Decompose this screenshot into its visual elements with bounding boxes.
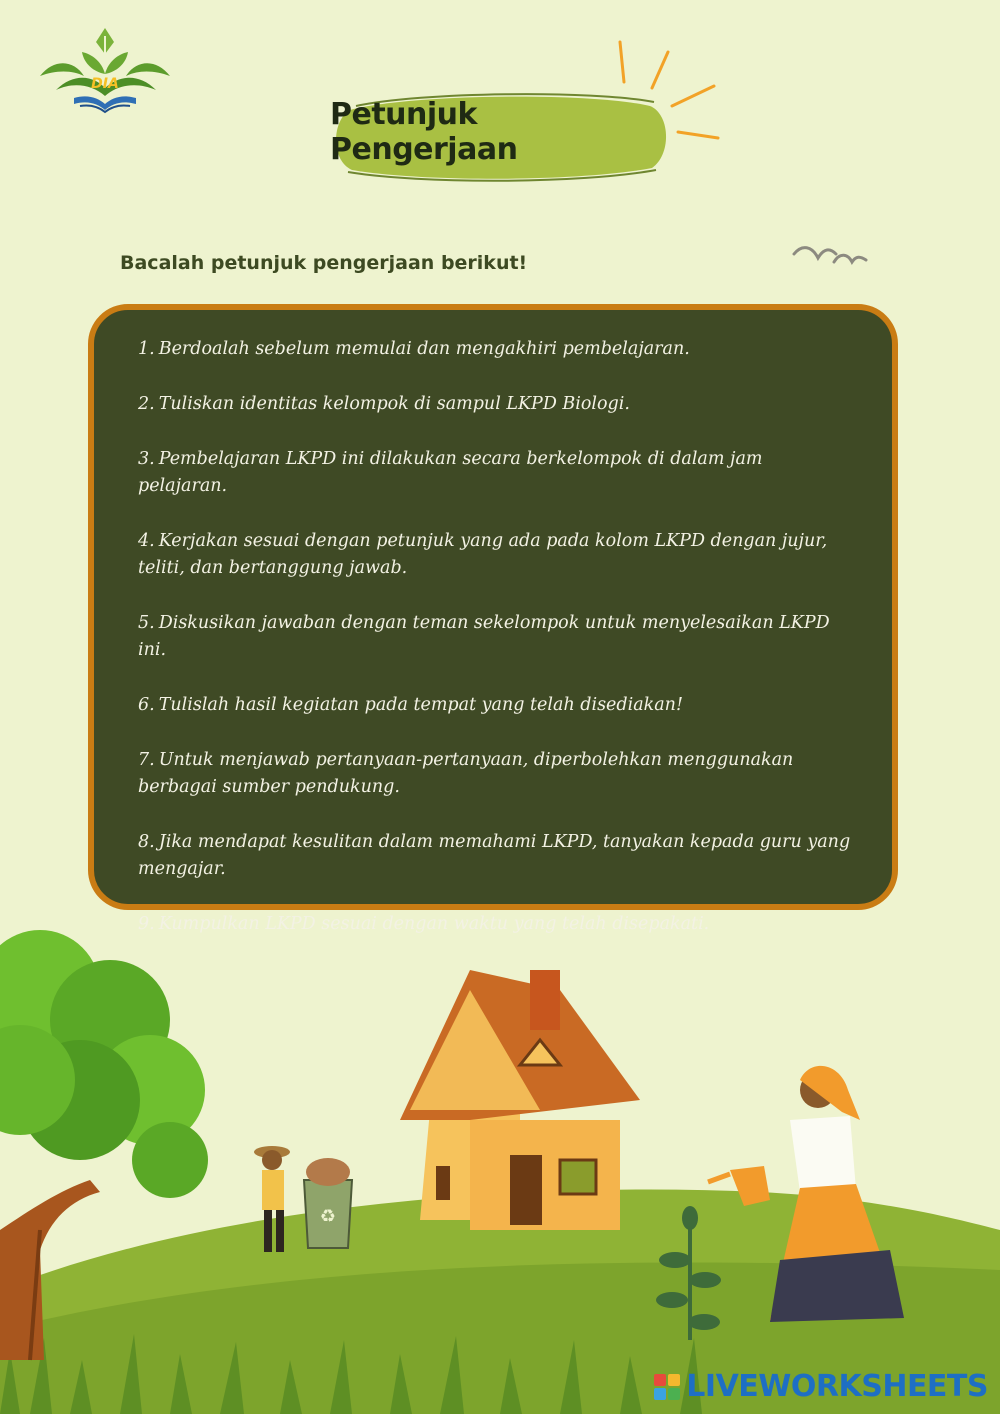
recycle-bin-illustration: [304, 1158, 352, 1248]
instruction-list: [94, 310, 892, 938]
svg-text:♻: ♻: [319, 1206, 337, 1227]
instruction-item: 4. Kerjakan sesuai dengan petunjuk yang ada pada kolom LKPD dengan jujur, teliti, dan bertanggung jawab.: [138, 531, 828, 578]
instruction-item: 3. Pembelajaran LKPD ini dilakukan secara berkelompok di dalam jam pelajaran.: [138, 449, 763, 496]
instruction-item: 2. Tuliskan identitas kelompok di sampul LKPD Biologi.: [138, 394, 630, 414]
liveworksheets-logo-icon: [654, 1374, 680, 1400]
svg-text:DIA: DIA: [91, 76, 119, 92]
birds-decoration: [790, 240, 870, 270]
instruction-item: 8. Jika mendapat kesulitan dalam memahami LKPD, tanyakan kepada guru yang mengajar.: [138, 832, 851, 879]
instruction-item: 1. Berdoalah sebelum memulai dan mengakhiri pembelajaran.: [138, 339, 690, 359]
intro-text: Bacalah petunjuk pengerjaan berikut!: [120, 252, 528, 274]
instruction-item: 9. Kumpulkan LKPD sesuai dengan waktu yang telah disepakati.: [138, 914, 710, 934]
page-title: Petunjuk Pengerjaan: [330, 97, 518, 167]
garden-scene-illustration: [0, 930, 1000, 1414]
liveworksheets-watermark: [654, 1369, 988, 1404]
instruction-item: 5. Diskusikan jawaban dengan teman sekelompok untuk menyelesaikan LKPD ini.: [138, 613, 830, 660]
instruction-item: 7. Untuk menjawab pertanyaan-pertanyaan, diperbolehkan menggunakan berbagai sumber pendukung.: [138, 750, 794, 797]
watermark-text: LIVEWORKSHEETS: [686, 1369, 988, 1404]
school-logo: [34, 24, 176, 114]
sunrays-decoration: [610, 36, 730, 146]
house-illustration: [400, 970, 640, 1230]
instruction-item: 6. Tulislah hasil kegiatan pada tempat yang telah disediakan!: [138, 695, 683, 715]
instruction-board: [88, 304, 898, 934]
